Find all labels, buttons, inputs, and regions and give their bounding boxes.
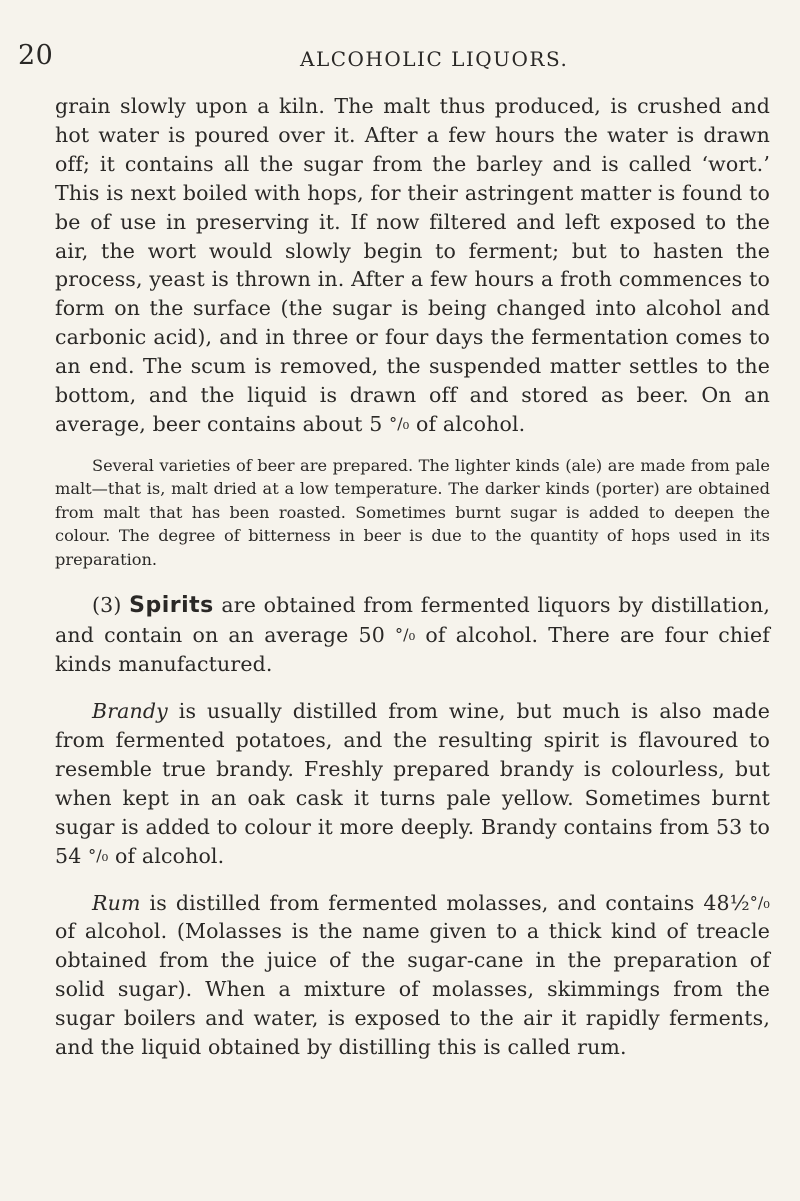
paragraph-text: is distilled from fermented molasses, and contains 48½ bbox=[140, 890, 750, 915]
running-head: ALCOHOLIC LIQUORS. bbox=[300, 47, 569, 71]
paragraph-beer-process bbox=[55, 92, 770, 439]
page-number: 20 bbox=[18, 40, 54, 71]
paragraph-beer-varieties: Several varieties of beer are prepared. The lighter kinds (ale) are made from pale malt—that is, malt dried at a low temperature. The darker kinds (porter) are obtained from malt that has been roasted. Sometimes burnt sugar is added to deepen the colour. The degree of bitterness in beer is due to the quantity of hops used in its preparation. bbox=[55, 455, 770, 569]
paragraph-text: is usually distilled from wine, but much is also made from fermented potatoes, and the resulting spirit is flavoured to resemble true brandy. Freshly prepared brandy is colourless, but when kept in an oak cask it turns pale yellow. Sometimes burnt sugar is added to colour it more deeply. Brandy contains from 53 to 54 bbox=[55, 699, 770, 868]
paragraph-text: of alcohol. (Molasses is the name given to a thick kind of treacle obtained from the juice of the sugar-cane in the preparation of solid sugar). When a mixture of molasses, skimmings from the sugar boilers and water, is exposed to the air it rapidly ferments, and the liquid obtained by distilling this is called rum. bbox=[55, 919, 770, 1060]
percent-unit: °/₀ bbox=[88, 845, 109, 865]
paragraph-text: of alcohol. There are four chief kinds manufactured. bbox=[55, 623, 770, 677]
paragraph-brandy bbox=[55, 697, 770, 870]
section-heading-spirits: Spirits bbox=[129, 593, 214, 619]
percent-unit: °/₀ bbox=[389, 413, 410, 433]
percent-unit: °/₀ bbox=[395, 625, 416, 645]
paragraph-text: grain slowly upon a kiln. The malt thus produced, is crushed and hot water is poured over it. After a few hours the water is drawn off; it contains all the sugar from the barley and is called ‘wort.’ This is next boiled with hops, for their astringent matter is found to be of use in preserving it. If now filtered and left exposed to the air, the wort would slowly begin to ferment; but to hasten the process, yeast is thrown in. After a few hours a froth commences to form on the surface (the sugar is being changed into alcohol and carbonic acid), and in three or four days the fermentation comes to an end. The scum is removed, the suspended matter settles to the bottom, and the liquid is drawn off and stored as beer. On an average, beer contains about 5 bbox=[55, 94, 770, 436]
percent-unit: °/₀ bbox=[749, 892, 770, 912]
paragraph-text: of alcohol. bbox=[409, 411, 526, 436]
paragraph-spirits bbox=[55, 591, 770, 679]
section-number: (3) bbox=[92, 593, 122, 618]
body-text bbox=[55, 92, 770, 1062]
paragraph-rum bbox=[55, 889, 770, 1062]
paragraph-text: of alcohol. bbox=[108, 843, 225, 868]
term-rum: Rum bbox=[92, 890, 141, 915]
paragraph-text: are obtained from fermented liquors by distillation, and contain on an average 50 bbox=[55, 593, 770, 648]
term-brandy: Brandy bbox=[92, 699, 168, 724]
